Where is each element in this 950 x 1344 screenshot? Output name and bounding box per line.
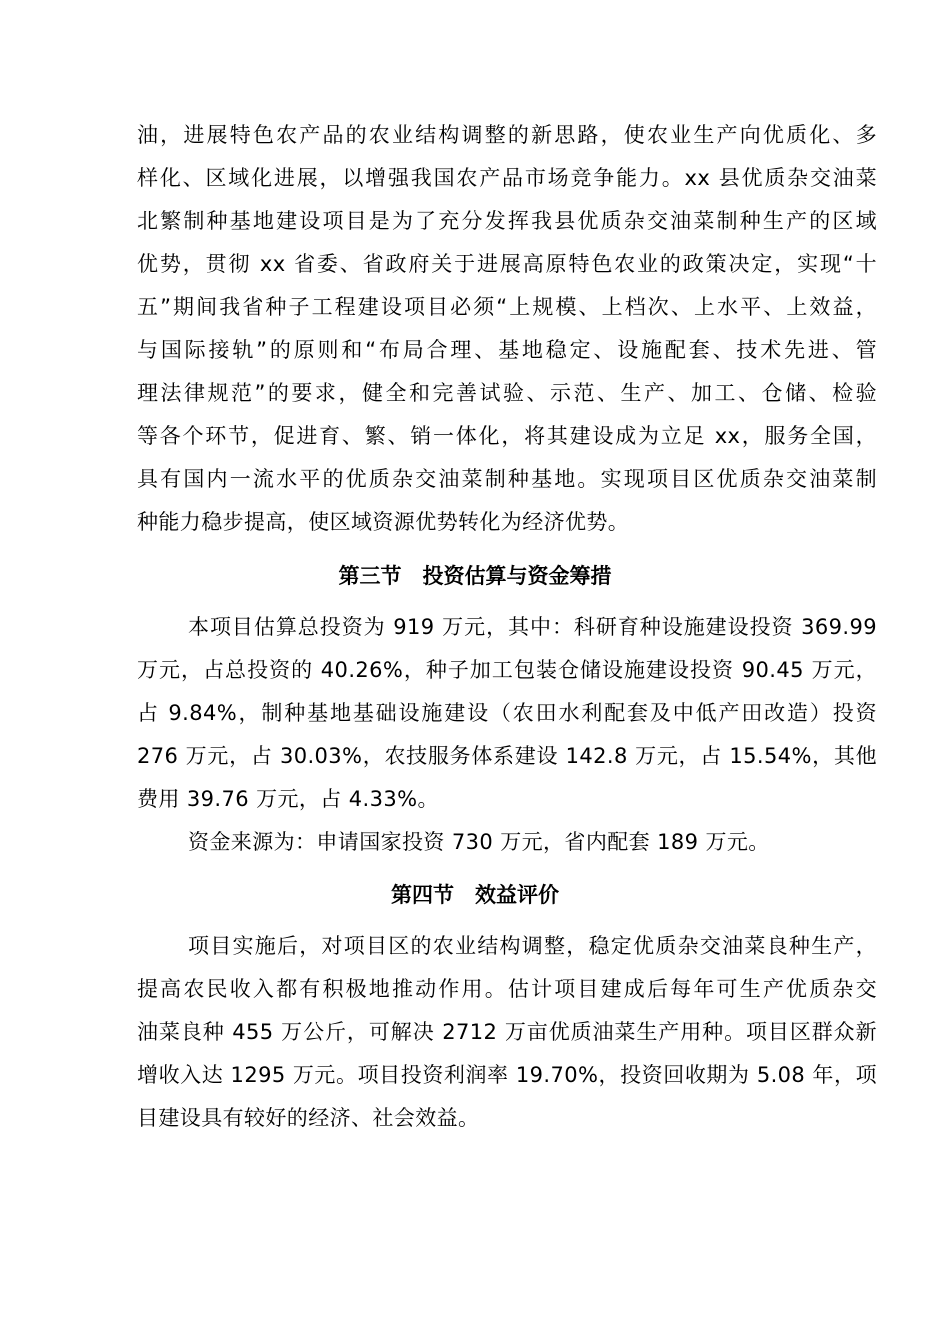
body-text-line: 费用 39.76 万元，占 4.33%。 (137, 787, 439, 811)
section-heading: 第三节 投资估算与资金筹措 (338, 564, 612, 588)
body-text-line: 目建设具有较好的经济、社会效益。 (137, 1106, 480, 1130)
body-text-line: 增收入达 1295 万元。项目投资利润率 19.70%，投资回收期为 5.08 年，项 (137, 1063, 877, 1087)
body-text-line: 占 9.84%，制种基地基础设施建设（农田水利配套及中低产田改造）投资 (137, 701, 877, 725)
body-text-line: 五”期间我省种子工程建设项目必须“上规模、上档次、上水平、上效益， (137, 295, 877, 319)
body-text-line: 项目实施后，对项目区的农业结构调整，稳定优质杂交油菜良种生产， (188, 934, 877, 958)
body-text-line: 优势，贯彻 xx 省委、省政府关于进展高原特色农业的政策决定，实现“十 (137, 252, 877, 276)
body-text-line: 276 万元，占 30.03%，农技服务体系建设 142.8 万元，占 15.54%，其他 (137, 744, 877, 768)
body-text-line: 理法律规范”的要求，健全和完善试验、示范、生产、加工、仓储、检验 (137, 381, 877, 405)
body-text-line: 等各个环节，促进育、繁、销一体化，将其建设成为立足 xx，服务全国， (137, 424, 877, 448)
body-text-line: 油菜良种 455 万公斤，可解决 2712 万亩优质油菜生产用种。项目区群众新 (137, 1020, 877, 1044)
body-text-line: 样化、区域化进展，以增强我国农产品市场竞争能力。xx 县优质杂交油菜 (137, 166, 877, 190)
body-text-line: 油，进展特色农产品的农业结构调整的新思路，使农业生产向优质化、多 (137, 123, 877, 147)
body-text-line: 提高农民收入都有积极地推动作用。估计项目建成后每年可生产优质杂交 (137, 977, 877, 1001)
body-text-line: 与国际接轨”的原则和“布局合理、基地稳定、设施配套、技术先进、管 (137, 338, 877, 362)
body-text-line: 本项目估算总投资为 919 万元，其中：科研育种设施建设投资 369.99 (188, 615, 877, 639)
body-text-line: 种能力稳步提高，使区域资源优势转化为经济优势。 (137, 510, 630, 534)
body-text-line: 北繁制种基地建设项目是为了充分发挥我县优质杂交油菜制种生产的区域 (137, 209, 877, 233)
body-text-line: 万元，占总投资的 40.26%，种子加工包装仓储设施建设投资 90.45 万元， (137, 658, 877, 682)
section-heading: 第四节 效益评价 (391, 883, 559, 907)
body-text-line: 具有国内一流水平的优质杂交油菜制种基地。实现项目区优质杂交油菜制 (137, 467, 877, 491)
body-text-line: 资金来源为：申请国家投资 730 万元，省内配套 189 万元。 (188, 830, 770, 854)
